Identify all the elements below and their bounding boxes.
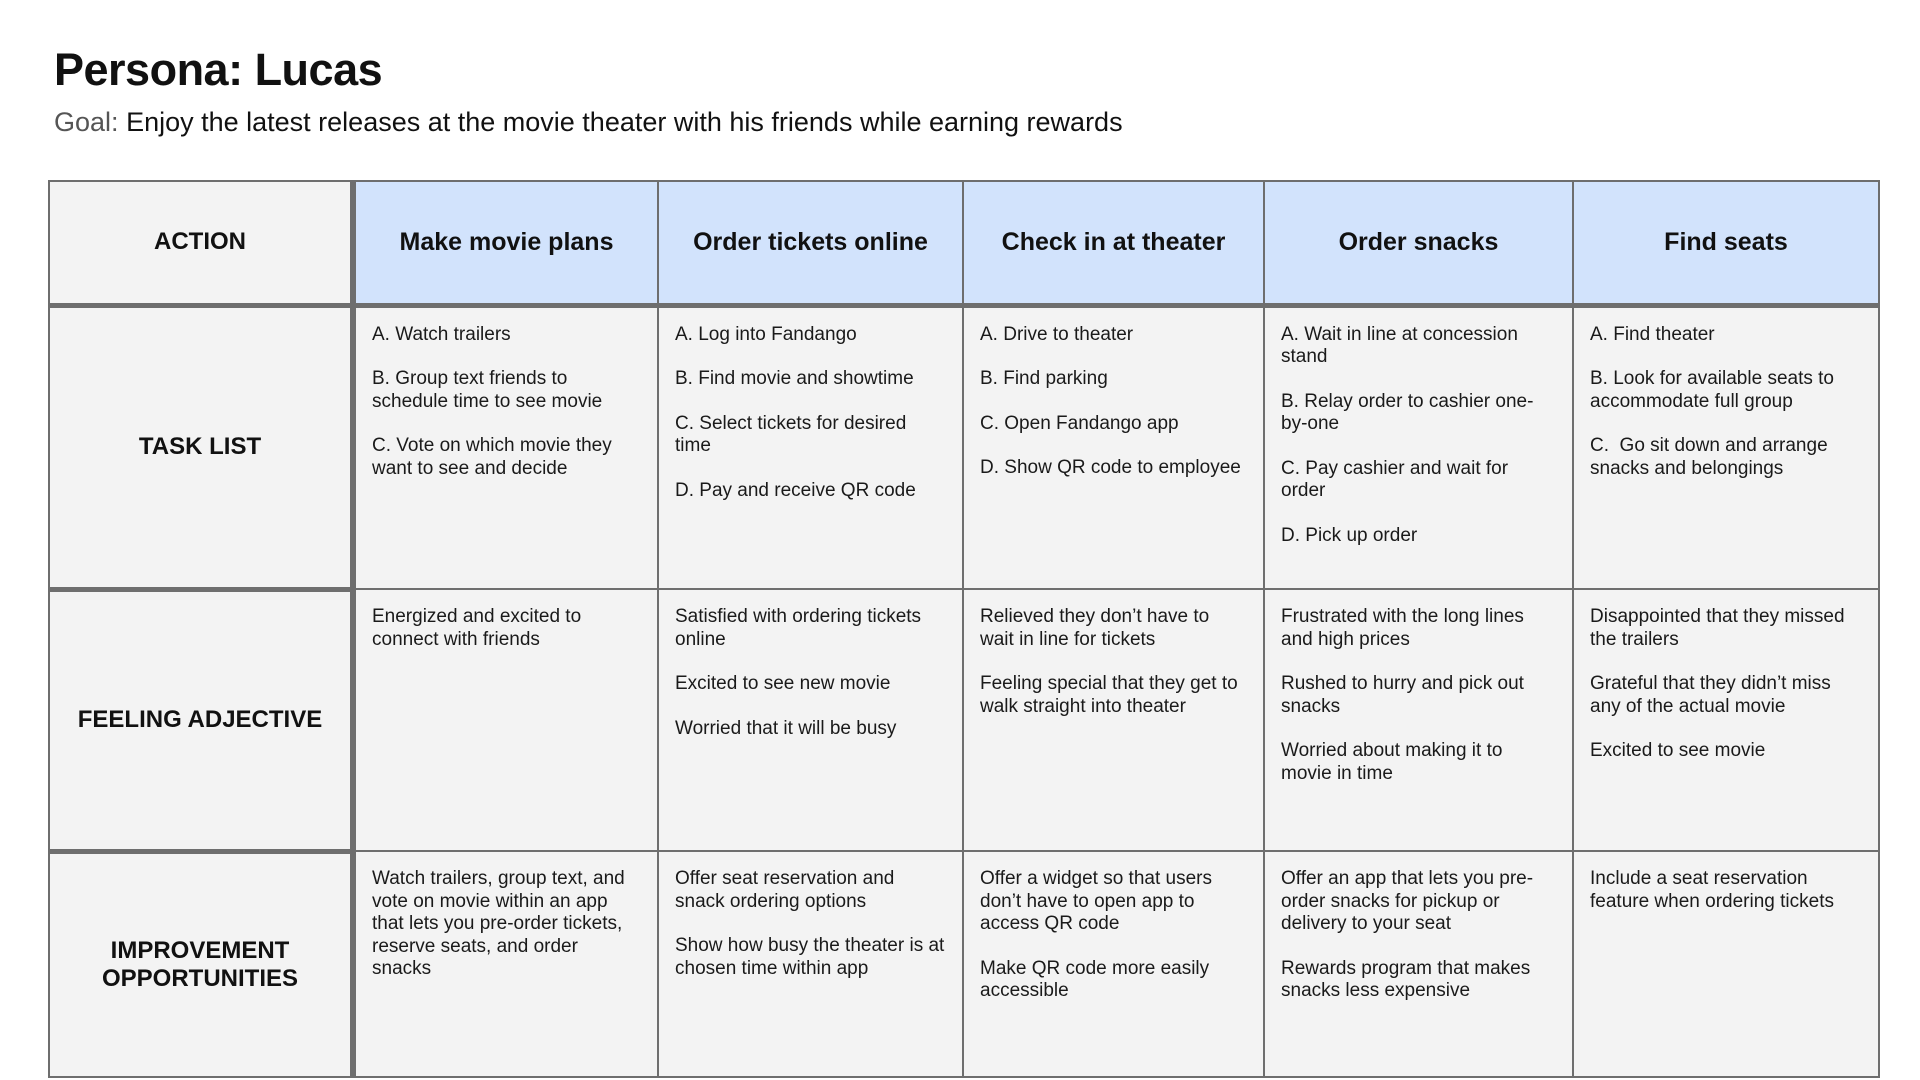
task-item: B. Find movie and showtime	[675, 368, 914, 389]
journey-map-table	[48, 180, 1880, 1078]
feeling-item: Energized and excited to connect with friends	[372, 606, 587, 650]
feeling-cell-check-in-at-theater	[963, 589, 1264, 851]
task-item: D. Pick up order	[1281, 524, 1418, 546]
task-item: B. Find parking	[980, 368, 1108, 389]
task-item: A. Wait in line at concession stand	[1281, 323, 1524, 367]
feeling-item: Rushed to hurry and pick out snacks	[1281, 673, 1530, 717]
stage-header-make-movie-plans: Make movie plans	[353, 181, 658, 305]
row-label-task-list: TASK LIST	[49, 305, 353, 589]
stage-header-find-seats: Find seats	[1573, 181, 1879, 305]
feeling-item: Grateful that they didn’t miss any of the actual movie	[1590, 673, 1837, 717]
feeling-item: Worried that it will be busy	[675, 717, 897, 739]
feeling-item: Disappointed that they missed the trailers	[1590, 606, 1850, 650]
feeling-item: Excited to see movie	[1590, 740, 1766, 761]
opportunity-cell-find-seats	[1573, 851, 1879, 1077]
row-label-action: ACTION	[49, 181, 353, 305]
task-item: B. Look for available seats to accommodate full group	[1590, 368, 1840, 412]
feeling-adjective-row	[49, 589, 1879, 851]
row-label-feeling-adjective: FEELING ADJECTIVE	[49, 589, 353, 851]
feeling-cell-order-tickets-online	[658, 589, 963, 851]
feeling-item: Relieved they don’t have to wait in line for tickets	[980, 606, 1215, 650]
feeling-item: Satisfied with ordering tickets online	[675, 606, 927, 650]
stage-header-order-tickets-online: Order tickets online	[658, 181, 963, 305]
task-item: A. Find theater	[1590, 323, 1715, 345]
task-cell-check-in-at-theater	[963, 305, 1264, 589]
feeling-item: Worried about making it to movie in time	[1281, 740, 1508, 784]
opportunity-item: Watch trailers, group text, and vote on movie within an app that lets you pre-order tickets, reserve seats, and order snacks	[372, 868, 631, 979]
stage-header-order-snacks: Order snacks	[1264, 181, 1573, 305]
goal-text: Enjoy the latest releases at the movie theater with his friends while earning rewards	[126, 107, 1123, 137]
task-item: C. Pay cashier and wait for order	[1281, 457, 1514, 501]
opportunity-item: Show how busy the theater is at chosen time within app	[675, 935, 950, 979]
opportunity-item: Include a seat reservation feature when ordering tickets	[1590, 868, 1834, 912]
goal-line: Goal: Enjoy the latest releases at the movie theater with his friends while earning rewards	[54, 107, 1123, 137]
task-item: C. Go sit down and arrange snacks and belongings	[1590, 435, 1833, 479]
action-row	[49, 181, 1879, 305]
row-label-improvement-line1: IMPROVEMENT	[110, 936, 290, 964]
opportunity-cell-order-tickets-online	[658, 851, 963, 1077]
task-cell-find-seats	[1573, 305, 1879, 589]
task-item: D. Pay and receive QR code	[675, 479, 916, 501]
goal-label: Goal	[54, 107, 112, 137]
stage-header-check-in-at-theater: Check in at theater	[963, 181, 1264, 305]
row-label-improvement-opportunities	[49, 851, 353, 1077]
improvement-opportunities-row	[49, 851, 1879, 1077]
task-item: B. Group text friends to schedule time to see movie	[372, 368, 603, 412]
task-item: A. Drive to theater	[980, 323, 1134, 345]
task-cell-order-snacks	[1264, 305, 1573, 589]
page-title: Persona: Lucas	[54, 44, 383, 95]
task-cell-order-tickets-online	[658, 305, 963, 589]
feeling-item: Excited to see new movie	[675, 673, 891, 694]
task-item: A. Log into Fandango	[675, 323, 857, 345]
opportunity-cell-make-movie-plans	[353, 851, 658, 1077]
opportunity-item: Make QR code more easily accessible	[980, 957, 1215, 1001]
opportunity-item: Offer a widget so that users don’t have to open app to access QR code	[980, 868, 1218, 934]
feeling-cell-make-movie-plans	[353, 589, 658, 851]
opportunity-cell-order-snacks	[1264, 851, 1573, 1077]
task-item: A. Watch trailers	[372, 323, 511, 345]
feeling-item: Frustrated with the long lines and high prices	[1281, 606, 1530, 650]
row-label-improvement-line2: OPPORTUNITIES	[101, 964, 299, 992]
feeling-cell-order-snacks	[1264, 589, 1573, 851]
task-item: D. Show QR code to employee	[980, 457, 1241, 478]
opportunity-item: Offer an app that lets you pre-order snacks for pickup or delivery to your seat	[1281, 868, 1534, 934]
task-item: B. Relay order to cashier one-by-one	[1281, 390, 1534, 434]
task-item: C. Open Fandango app	[980, 412, 1179, 434]
task-item: C. Select tickets for desired time	[675, 412, 912, 456]
task-item: C. Vote on which movie they want to see and decide	[372, 435, 618, 479]
feeling-cell-find-seats	[1573, 589, 1879, 851]
feeling-item: Feeling special that they get to walk straight into theater	[980, 673, 1243, 717]
task-cell-make-movie-plans	[353, 305, 658, 589]
opportunity-cell-check-in-at-theater	[963, 851, 1264, 1077]
opportunity-item: Rewards program that makes snacks less expensive	[1281, 957, 1536, 1001]
task-list-row	[49, 305, 1879, 589]
opportunity-item: Offer seat reservation and snack ordering options	[675, 868, 900, 912]
